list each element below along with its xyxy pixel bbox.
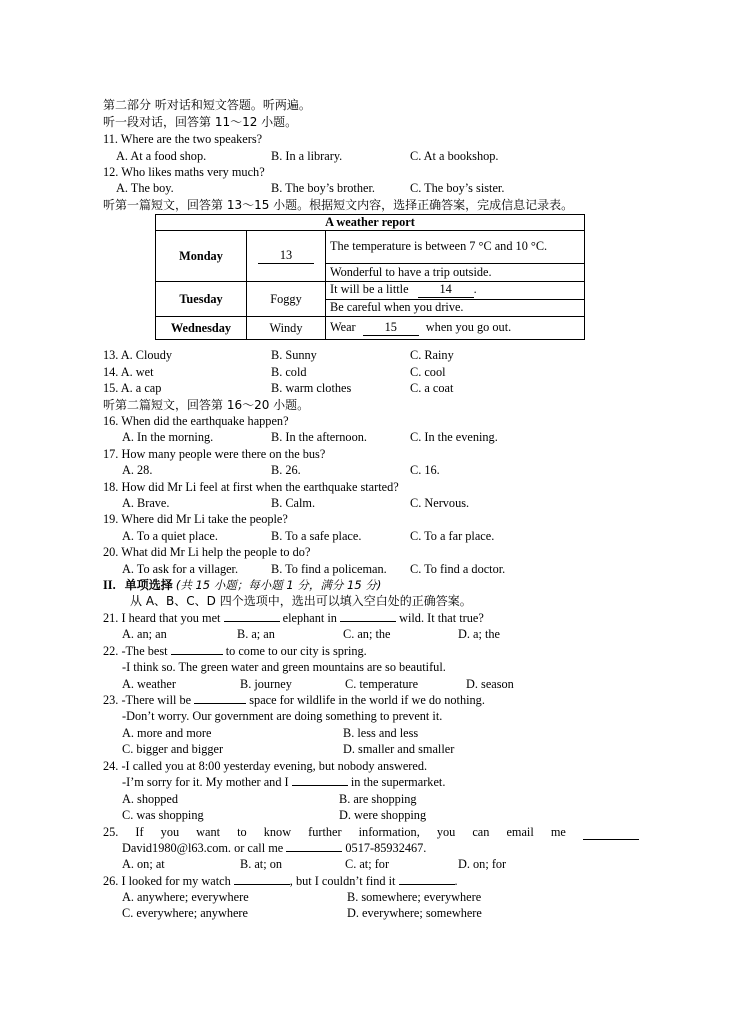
question-20: 20. What did Mr Li help the people to do?	[103, 545, 311, 559]
weather-report-table	[155, 214, 585, 340]
question-16: 16. When did the earthquake happen?	[103, 414, 289, 428]
blank-15: 15	[363, 320, 419, 336]
wednesday-weather: Windy	[247, 317, 326, 340]
q15-option-a: 15. A. a cap	[103, 381, 162, 395]
q23-option-b: B. less and less	[343, 726, 419, 740]
question-18: 18. How did Mr Li feel at first when the earthquake started?	[103, 480, 399, 494]
section2-instruction: 从 A、B、C、D 四个选项中，选出可以填入空白处的正确答案。	[130, 594, 472, 608]
q12-option-b: B. The boy’s brother.	[271, 181, 375, 195]
dialogue-instruction: 听一段对话，回答第 11～12 小题。	[103, 115, 298, 129]
q19-option-c: C. To a far place.	[410, 529, 495, 543]
q19-option-a: A. To a quiet place.	[122, 529, 218, 543]
q25-line2: David1980@l63.com. or call me 0517-85932467.	[122, 841, 427, 855]
q12-option-c: C. The boy’s sister.	[410, 181, 505, 195]
blank-14: 14	[418, 282, 474, 298]
q22-line2: -I think so. The green water and green mountains are so beautiful.	[122, 660, 446, 674]
q22-option-b: B. journey	[240, 677, 292, 691]
passage1-instruction: 听第一篇短文，回答第 13～15 小题。根据短文内容，选择正确答案，完成信息记录表。	[103, 198, 574, 212]
tuesday-note-1: It will be a little 14 .	[326, 282, 585, 300]
q13-option-c: C. Rainy	[410, 348, 454, 362]
q11-option-a: A. At a food shop.	[116, 149, 207, 163]
q25-option-b: B. at; on	[240, 857, 283, 871]
wednesday-note	[326, 317, 585, 340]
q24-option-a: A. shopped	[122, 792, 179, 806]
q17-option-a: A. 28.	[122, 463, 153, 477]
question-24: 24. -I called you at 8:00 yesterday evening, but nobody answered.	[103, 759, 428, 773]
q24-option-b: B. are shopping	[339, 792, 417, 806]
question-19: 19. Where did Mr Li take the people?	[103, 512, 288, 526]
wednesday-note-post: when you go out.	[425, 320, 512, 334]
tuesday-weather: Foggy	[247, 282, 326, 317]
blank-13: 13	[258, 248, 314, 264]
q23-line2: -Don’t worry. Our government are doing something to prevent it.	[122, 709, 443, 723]
q20-option-b: B. To find a policeman.	[271, 562, 387, 576]
q17-option-b: B. 26.	[271, 463, 301, 477]
q25-option-d: D. on; for	[458, 857, 507, 871]
q11-option-c: C. At a bookshop.	[410, 149, 499, 163]
section2-title: 单项选择	[124, 578, 173, 592]
q22-option-c: C. temperature	[345, 677, 419, 691]
q25-option-a: A. on; at	[122, 857, 165, 871]
q15-option-b: B. warm clothes	[271, 381, 352, 395]
q24-line2: -I’m sorry for it. My mother and I in the supermarket.	[122, 775, 446, 789]
q14-option-a: 14. A. wet	[103, 365, 154, 379]
q18-option-b: B. Calm.	[271, 496, 316, 510]
q23-option-a: A. more and more	[122, 726, 212, 740]
question-17: 17. How many people were there on the bus?	[103, 447, 326, 461]
day-monday: Monday	[156, 231, 247, 282]
q21-option-a: A. an; an	[122, 627, 167, 641]
q26-option-d: D. everywhere; somewhere	[347, 906, 482, 920]
q26-option-a: A. anywhere; everywhere	[122, 890, 249, 904]
q25-option-c: C. at; for	[345, 857, 390, 871]
question-25: 25. If you want to know further information, you can email me	[103, 825, 639, 840]
q17-option-c: C. 16.	[410, 463, 440, 477]
question-26: 26. I looked for my watch , but I couldn’t find it .	[103, 874, 458, 888]
q26-option-b: B. somewhere; everywhere	[347, 890, 482, 904]
q12-option-a: A. The boy.	[116, 181, 174, 195]
monday-note-2: Wonderful to have a trip outside.	[326, 263, 585, 281]
q18-option-c: C. Nervous.	[410, 496, 470, 510]
section2-roman: II.	[103, 578, 116, 592]
q26-option-c: C. everywhere; anywhere	[122, 906, 248, 920]
q14-option-b: B. cold	[271, 365, 307, 379]
q16-option-c: C. In the evening.	[410, 430, 498, 444]
section2-note: (共 15 小题；每小题 1 分，满分 15 分)	[175, 578, 382, 592]
q18-option-a: A. Brave.	[122, 496, 170, 510]
question-11: 11. Where are the two speakers?	[103, 132, 263, 146]
question-23: 23. -There will be space for wildlife in the world if we do nothing.	[103, 693, 485, 707]
section2-heading	[103, 578, 381, 593]
q13-option-a: 13. A. Cloudy	[103, 348, 173, 362]
wednesday-note-pre: Wear	[330, 320, 356, 334]
monday-note-1: The temperature is between 7 °C and 10 °C.	[326, 231, 585, 264]
tuesday-note-2: Be careful when you drive.	[326, 299, 585, 317]
q21-option-c: C. an; the	[343, 627, 391, 641]
q15-option-c: C. a coat	[410, 381, 454, 395]
q21-option-b: B. a; an	[237, 627, 275, 641]
q14-option-c: C. cool	[410, 365, 446, 379]
q23-option-d: D. smaller and smaller	[343, 742, 455, 756]
q22-option-a: A. weather	[122, 677, 176, 691]
q21-option-d: D. a; the	[458, 627, 501, 641]
q19-option-b: B. To a safe place.	[271, 529, 362, 543]
q24-option-d: D. were shopping	[339, 808, 427, 822]
question-22: 22. -The best to come to our city is spring.	[103, 644, 367, 658]
q23-option-c: C. bigger and bigger	[122, 742, 224, 756]
table-title: A weather report	[156, 215, 585, 231]
part2-heading: 第二部分 听对话和短文答题。听两遍。	[103, 98, 311, 112]
day-wednesday: Wednesday	[156, 317, 247, 340]
q16-option-a: A. In the morning.	[122, 430, 214, 444]
q11-option-b: B. In a library.	[271, 149, 343, 163]
question-12: 12. Who likes maths very much?	[103, 165, 265, 179]
q20-option-c: C. To find a doctor.	[410, 562, 506, 576]
q20-option-a: A. To ask for a villager.	[122, 562, 239, 576]
monday-weather	[247, 231, 326, 282]
q16-option-b: B. In the afternoon.	[271, 430, 367, 444]
q13-option-b: B. Sunny	[271, 348, 317, 362]
tuesday-note-text: It will be a little	[330, 282, 409, 297]
question-21: 21. I heard that you met elephant in wild. It that true?	[103, 611, 484, 625]
passage2-instruction: 听第二篇短文，回答第 16～20 小题。	[103, 398, 310, 412]
q24-option-c: C. was shopping	[122, 808, 204, 822]
day-tuesday: Tuesday	[156, 282, 247, 317]
q22-option-d: D. season	[466, 677, 514, 691]
